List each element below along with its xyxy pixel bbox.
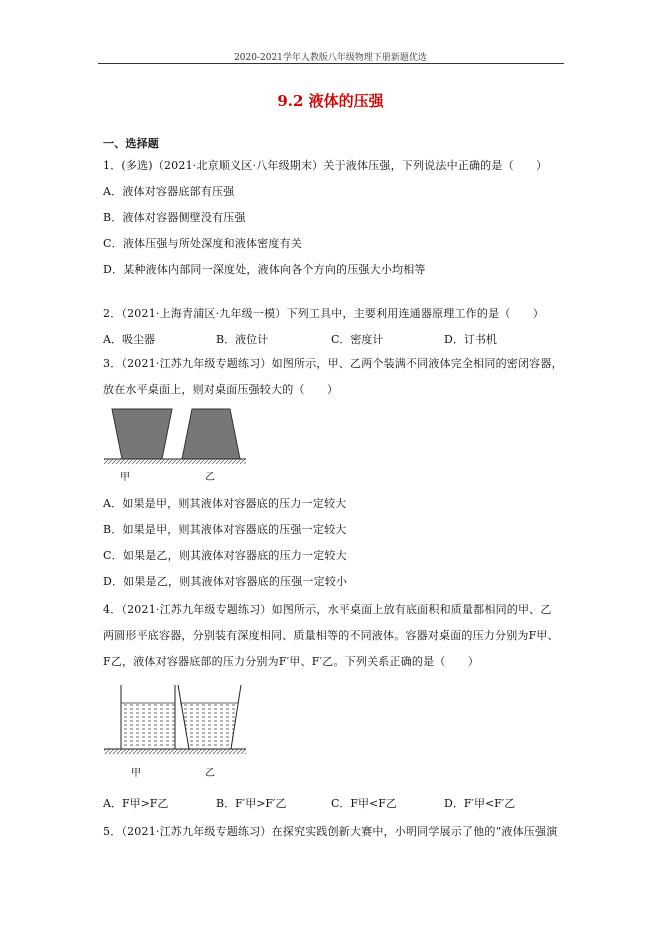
q1-option-c: C．液体压强与所处深度和液体密度有关 [103,237,303,250]
q4-option-a: A．F甲>F乙 [103,797,169,810]
q3-label-jia: 甲 [120,472,131,483]
q3-option-c: C．如果是乙，则其液体对容器底的压力一定较大 [103,549,347,562]
q2-stem: 2．（2021·上海青浦区·九年级一模）下列工具中，主要利用连通器原理工作的是（ ） [103,307,545,320]
q2-option-a: A．吸尘器 [103,333,155,346]
page-title: 9.2 液体的压强 [277,92,384,110]
q4-label-yi: 乙 [205,768,216,779]
liquid-yi [180,703,238,749]
q4-option-d: D．F′甲<F′乙 [444,797,516,810]
q3-option-b: B．如果是甲，则其液体对容器底的压强一定较大 [103,523,347,536]
q1-option-b: B．液体对容器侧壁没有压强 [103,211,246,224]
container-jia [112,409,172,459]
container-yi [182,409,240,459]
q2-option-d: D．订书机 [444,333,497,346]
q3-label-yi: 乙 [205,472,216,483]
q3-option-a: A．如果是甲，则其液体对容器底的压力一定较大 [103,497,347,510]
q4-stem-line2: 两圆形平底容器，分别装有深度相同、质量相等的不同液体。容器对桌面的压力分别为F甲、 [103,629,559,642]
q4-option-c: C．F甲<F乙 [331,797,397,810]
q1-stem: 1．(多选)（2021·北京顺义区·八年级期末）关于液体压强，下列说法中正确的是（ ） [103,159,548,172]
q1-option-a: A．液体对容器底部有压强 [103,185,235,198]
q2-option-b: B．液位计 [216,333,269,346]
q3-option-d: D．如果是乙，则其液体对容器底的压强一定较小 [103,575,348,588]
q5-stem: 5．（2021·江苏九年级专题练习）在探究实践创新大赛中，小明同学展示了他的“液体压强演 [103,825,558,838]
q4-label-jia: 甲 [131,768,142,779]
q1-option-d: D．某种液体内部同一深度处，液体向各个方向的压强大小均相等 [103,263,426,276]
page-header: 2020-2021学年人教版八年级物理下册新题优选 [234,53,427,63]
section-heading: 一、选择题 [103,137,159,150]
header-rule [98,63,564,64]
q4-option-b: B．F′甲>F′乙 [216,797,287,810]
liquid-jia [121,703,175,749]
q4-stem-line1: 4．（2021·江苏九年级专题练习）如图所示，水平桌面上放有底面积和质量都相同的甲、乙 [103,603,552,616]
q3-stem-line1: 3．（2021·江苏九年级专题练习）如图所示，甲、乙两个装满不同液体完全相同的密闭容器， [103,357,563,370]
table-surface [104,459,246,464]
q4-stem-line3: F乙，液体对容器底部的压力分别为F′甲、F′乙。下列关系正确的是（ ） [103,655,480,668]
q2-option-c: C．密度计 [331,333,384,346]
q3-stem-line2: 放在水平桌面上，则对桌面压强较大的（ ） [103,383,339,396]
table-surface [104,749,246,754]
q4-figure [100,683,250,758]
